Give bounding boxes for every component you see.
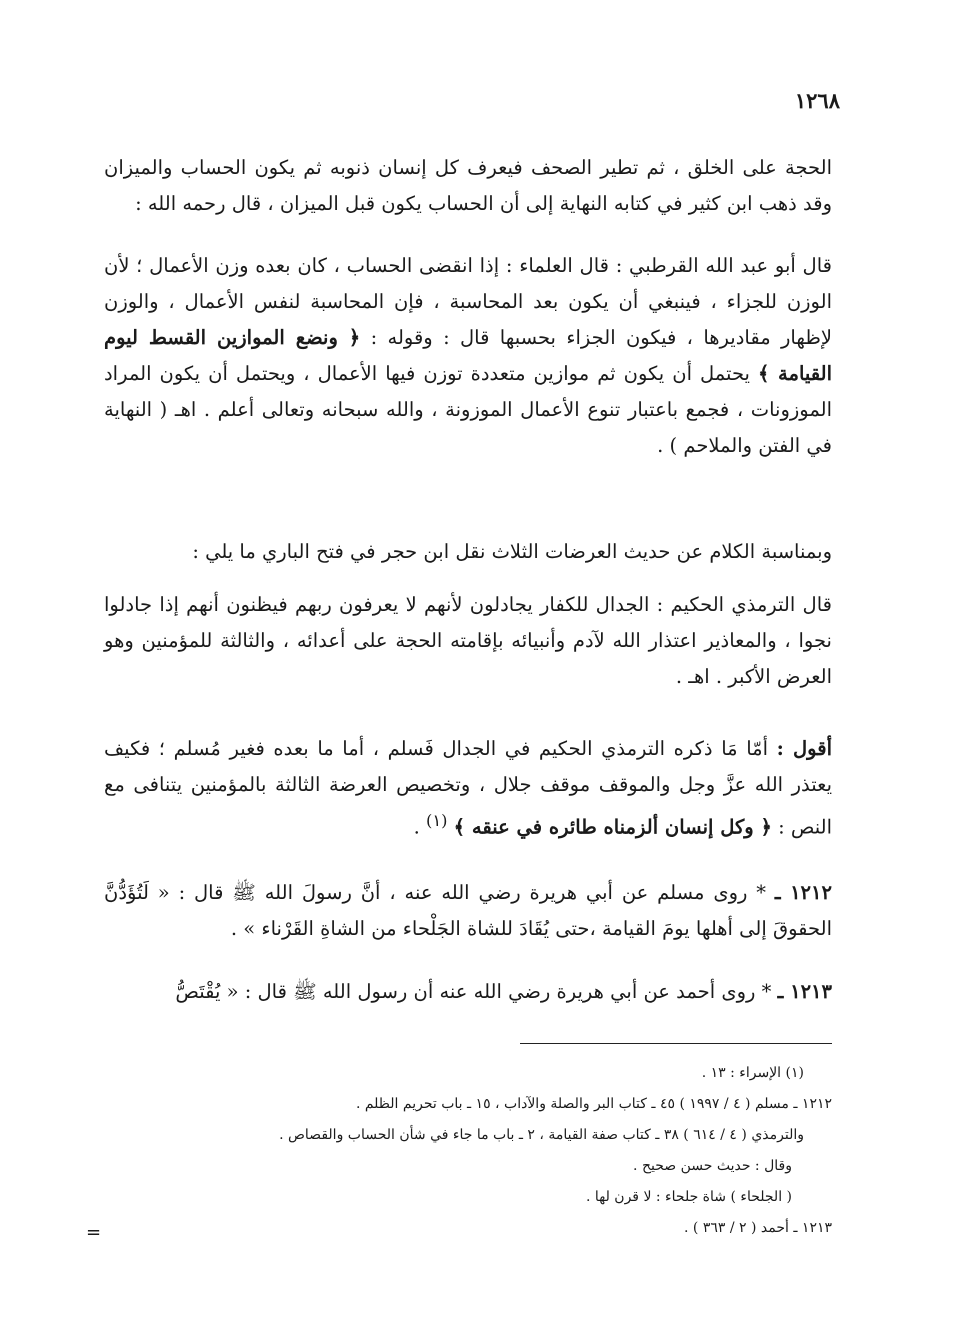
footnote-1212-gloss: ( الجلحاء ) شاة جلحاء : لا قرن لها . bbox=[585, 1189, 792, 1205]
lead-word: أقول : bbox=[776, 737, 833, 760]
footnote-1212-tirmidhi: والترمذي ( ٤ / ٦١٤ ) ٣٨ ـ كتاب صفة القيامة ، ٢ ـ باب ما جاء في شأن الحساب والقصاص . bbox=[279, 1127, 804, 1143]
footnotes bbox=[150, 1058, 832, 1244]
footnote-1: (١) الإسراء : ١٣ . bbox=[701, 1065, 804, 1081]
hadith-number: ١٢١٣ ـ bbox=[777, 980, 832, 1003]
footnote-1212: ١٢١٢ ـ مسلم ( ٤ / ١٩٩٧ ) ٤٥ ـ كتاب البر والصلة والآداب ، ١٥ ـ باب تحريم الظلم . bbox=[355, 1096, 832, 1112]
margin-mark: = bbox=[86, 1222, 102, 1243]
hadith-text: * روى أحمد عن أبي هريرة رضي الله عنه أن رسول الله ﷺ قال : « يُقْتَصُّ bbox=[175, 980, 772, 1003]
paragraph-end: . bbox=[413, 815, 420, 839]
hadith-number: ١٢١٢ ـ bbox=[774, 881, 832, 904]
paragraph-qurtubi-quote bbox=[104, 248, 832, 464]
footnote-divider bbox=[520, 1043, 832, 1044]
paragraph-author-comment bbox=[104, 731, 832, 846]
page-number: ١٢٦٨ bbox=[794, 88, 840, 113]
footnote-1213: ١٢١٣ ـ أحمد ( ٢ / ٣٦٣ ) . bbox=[684, 1220, 832, 1236]
paragraph-tirmidhi: قال الترمذي الحكيم : الجدال للكفار يجادلون لأنهم لا يعرفون ربهم فيظنون أنهم إذا جادلوا نجوا ، والمعاذير اعتذار الله لآدم وأنبيائه بإقامته الحجة على أعدائه ، والثالثة للمؤمنين وهو العرض الأكبر . اهـ . bbox=[104, 593, 832, 688]
hadith-text: * روى مسلم عن أبي هريرة رضي الله عنه ، أنَّ رسولَ الله ﷺ قال : « لَتُؤَدُّنَّ الحقوقَ إلى أهلها يومَ القيامة ،حتى يُقَادَ للشاة الجَلْحاء من الشاةِ القَرْناء » . bbox=[104, 881, 832, 940]
hadith-1212 bbox=[104, 875, 832, 947]
footnote-1212-grade: وقال : حديث حسن صحيح . bbox=[633, 1158, 792, 1174]
paragraph-text: قال أبو عبد الله القرطبي : قال العلماء : إذا انقضى الحساب ، كان بعده وزن الأعمال ؛ لأن الوزن للجزاء ، فينبغي أن يكون بعد المحاسبة ، فإن المحاسبة لنفس الأعمال ، والوزن لإظهار مقاديرها ، فيكون الجزاء بحسبها قال : وقوله : bbox=[104, 254, 833, 349]
footnote-reference: (١) bbox=[426, 811, 448, 830]
hadith-1213 bbox=[104, 974, 832, 1010]
paragraph-text: يحتمل أن يكون ثم موازين متعددة توزن فيها الأعمال ، ويحتمل أن يكون المراد الموزونات ، فجمع باعتبار تنوع الأعمال الموزونة ، والله سبحانه وتعالى أعلم . اهـ ( النهاية في الفتن والملاحم ) . bbox=[104, 362, 832, 457]
paragraph-intro: الحجة على الخلق ، ثم تطير الصحف فيعرف كل إنسان ذنوبه ثم يكون الحساب والميزان وقد ذهب ابن كثير في كتابه النهاية إلى أن الحساب يكون قبل الميزان ، قال رحمه الله : bbox=[104, 156, 832, 215]
quran-verse: ﴿ وكل إنسان ألزمناه طائره في عنقه ﴾ bbox=[453, 815, 772, 839]
quran-verse: ﴿ ونضع الموازين القسط ليوم القيامة ﴾ bbox=[104, 326, 832, 385]
paragraph-text: أمّا مَا ذكره الترمذي الحكيم في الجدال فَسلم ، أما ما بعده فغير مُسلم ؛ فكيف يعتذر الله عزَّ وجل والموقف موقف جلال ، وتخصيص العرضة الثالثة بالمؤمنين يتنافى مع النص : bbox=[104, 737, 832, 839]
paragraph-ibn-hajar: وبمناسبة الكلام عن حديث العرضات الثلاث نقل ابن حجر في فتح الباري ما يلي : bbox=[192, 540, 832, 563]
